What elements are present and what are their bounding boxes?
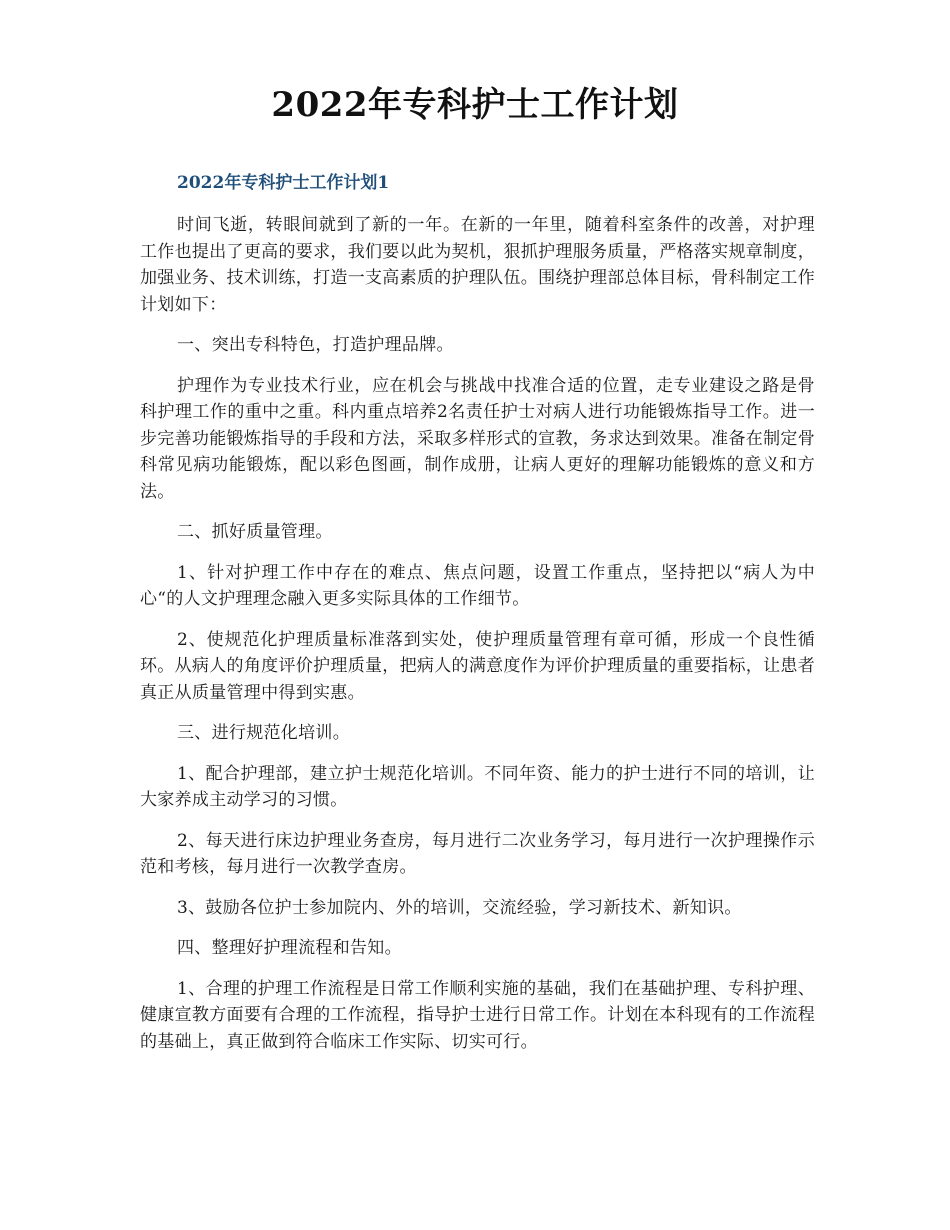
heading-part-2: 二、抓好质量管理。 <box>177 522 333 542</box>
paragraph-part-3-item-2: 2、每天进行床边护理业务查房，每月进行二次业务学习，每月进行一次护理操作示范和考核，每月进行一次教学查房。 <box>140 830 815 877</box>
paragraph-part-2-item-1: 1、针对护理工作中存在的难点、焦点问题，设置工作重点，坚持把以“病人为中心“的人文护理理念融入更多实际具体的工作细节。 <box>140 562 815 609</box>
paragraph-intro: 时间飞逝，转眼间就到了新的一年。在新的一年里，随着科室条件的改善，对护理工作也提出了更高的要求，我们要以此为契机，狠抓护理服务质量，严格落实规章制度，加强业务、技术训练，打造一支高素质的护理队伍。围绕护理部总体目标，骨科制定工作计划如下： <box>140 215 815 315</box>
heading-part-4: 四、整理好护理流程和告知。 <box>177 938 402 958</box>
paragraph-part-3-item-3: 3、鼓励各位护士参加院内、外的培训，交流经验，学习新技术、新知识。 <box>177 897 742 918</box>
heading-part-1: 一、突出专科特色，打造护理品牌。 <box>177 335 454 355</box>
heading-part-3: 三、进行规范化培训。 <box>177 723 350 743</box>
paragraph-part-4-item-1: 1、合理的护理工作流程是日常工作顺利实施的基础，我们在基础护理、专科护理、健康宣教方面要有合理的工作流程，指导护士进行日常工作。计划在本科现有的工作流程的基础上，真正做到符合临床工作实际、切实可行。 <box>140 978 815 1052</box>
paragraph-part-2-item-2: 2、使规范化护理质量标准落到实处，使护理质量管理有章可循，形成一个良性循环。从病人的角度评价护理质量，把病人的满意度作为评价护理质量的重要指标，让患者真正从质量管理中得到实惠。 <box>140 629 815 703</box>
document-title: 2022年专科护士工作计划 <box>271 85 679 125</box>
section-heading: 2022年专科护士工作计划1 <box>177 173 390 193</box>
document-body <box>140 212 815 1069</box>
paragraph-part-1: 护理作为专业技术行业，应在机会与挑战中找准合适的位置，走专业建设之路是骨科护理工作的重中之重。科内重点培养2名责任护士对病人进行功能锻炼指导工作。进一步完善功能锻炼指导的手段和方法，采取多样形式的宣教，务求达到效果。准备在制定骨科常见病功能锻炼，配以彩色图画，制作成册，让病人更好的理解功能锻炼的意义和方法。 <box>140 375 815 502</box>
paragraph-part-3-item-1: 1、配合护理部，建立护士规范化培训。不同年资、能力的护士进行不同的培训，让大家养成主动学习的习惯。 <box>140 763 815 810</box>
